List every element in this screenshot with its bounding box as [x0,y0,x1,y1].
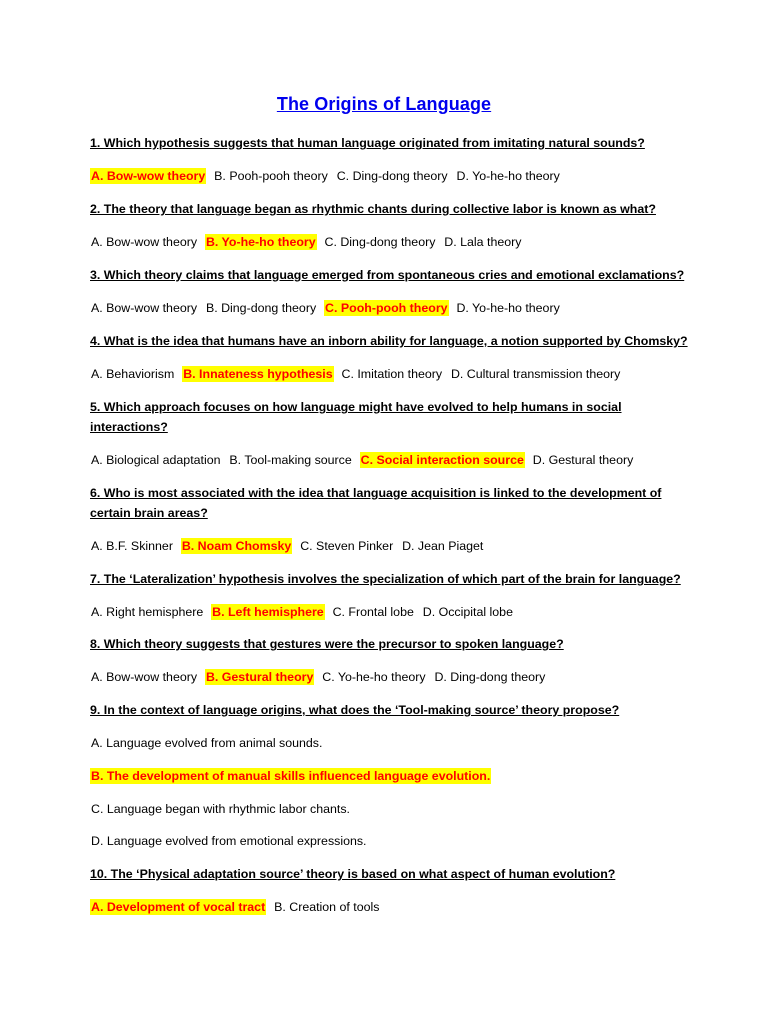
option: C. Imitation theory [341,367,443,381]
answer-row-9a [90,733,710,753]
option: B. Tool-making source [229,453,352,467]
answer-row-3 [90,298,710,318]
option-correct: C. Social interaction source [360,453,524,467]
option: D. Language evolved from emotional expressions. [91,834,367,848]
option-correct: B. Innateness hypothesis [183,367,333,381]
option: D. Ding-dong theory [434,670,546,684]
option: D. Lala theory [444,235,522,249]
question-9: 9. In the context of language origins, what does the ‘Tool-making source’ theory propose? [90,703,620,717]
option: C. Steven Pinker [300,539,394,553]
question-8: 8. Which theory suggests that gestures were the precursor to spoken language? [90,637,564,651]
answer-row-2 [90,232,710,252]
answer-row-4 [90,364,710,384]
question-4: 4. What is the idea that humans have an inborn ability for language, a notion supported by Chomsky? [90,334,688,348]
option: D. Occipital lobe [422,605,513,619]
option-correct: A. Development of vocal tract [91,900,266,914]
option-correct: B. The development of manual skills influenced language evolution. [91,769,491,783]
option: A. Bow-wow theory [91,235,198,249]
option: B. Ding-dong theory [205,301,317,315]
option: B. Pooh-pooh theory [214,169,328,183]
option: C. Frontal lobe [332,605,414,619]
document-title: The Origins of Language [276,94,492,114]
option: C. Yo-he-ho theory [322,670,426,684]
option: A. Behaviorism [91,367,175,381]
answer-row-10 [90,897,710,917]
answer-row-8 [90,667,710,687]
option: A. Bow-wow theory [91,301,198,315]
answer-row-6 [90,536,710,556]
option-correct: C. Pooh-pooh theory [325,301,448,315]
question-3: 3. Which theory claims that language emerged from spontaneous cries and emotional exclamations? [90,268,685,282]
option-correct: B. Gestural theory [205,670,314,684]
option: D. Cultural transmission theory [450,367,621,381]
option: D. Yo-he-ho theory [456,301,560,315]
option-correct: A. Bow-wow theory [91,169,206,183]
answer-row-9b [90,766,710,786]
option: D. Yo-he-ho theory [456,169,560,183]
option: C. Ding-dong theory [336,169,448,183]
option: C. Ding-dong theory [324,235,436,249]
answer-row-1 [90,166,710,186]
question-6: 6. Who is most associated with the idea that language acquisition is linked to the development of certain brain areas? [90,486,662,520]
option: A. Right hemisphere [91,605,204,619]
answer-row-5 [90,450,710,470]
option-correct: B. Yo-he-ho theory [205,235,316,249]
option-correct: B. Noam Chomsky [181,539,292,553]
answer-row-9d [90,831,710,851]
answer-row-7 [90,602,710,622]
option-correct: B. Left hemisphere [212,605,324,619]
option: A. B.F. Skinner [91,539,173,553]
option: D. Gestural theory [532,453,634,467]
question-2: 2. The theory that language began as rhythmic chants during collective labor is known as what? [90,202,656,216]
answer-row-9c [90,799,710,819]
option: A. Bow-wow theory [91,670,198,684]
question-5: 5. Which approach focuses on how language might have evolved to help humans in social interactions? [90,400,622,434]
question-7: 7. The ‘Lateralization’ hypothesis involves the specialization of which part of the brain for language? [90,572,681,586]
option: A. Language evolved from animal sounds. [91,736,323,750]
question-1: 1. Which hypothesis suggests that human language originated from imitating natural sounds? [90,136,645,150]
option: A. Biological adaptation [91,453,221,467]
question-10: 10. The ‘Physical adaptation source’ theory is based on what aspect of human evolution? [90,867,616,881]
option: D. Jean Piaget [402,539,484,553]
option: B. Creation of tools [274,900,380,914]
option: C. Language began with rhythmic labor chants. [91,802,350,816]
